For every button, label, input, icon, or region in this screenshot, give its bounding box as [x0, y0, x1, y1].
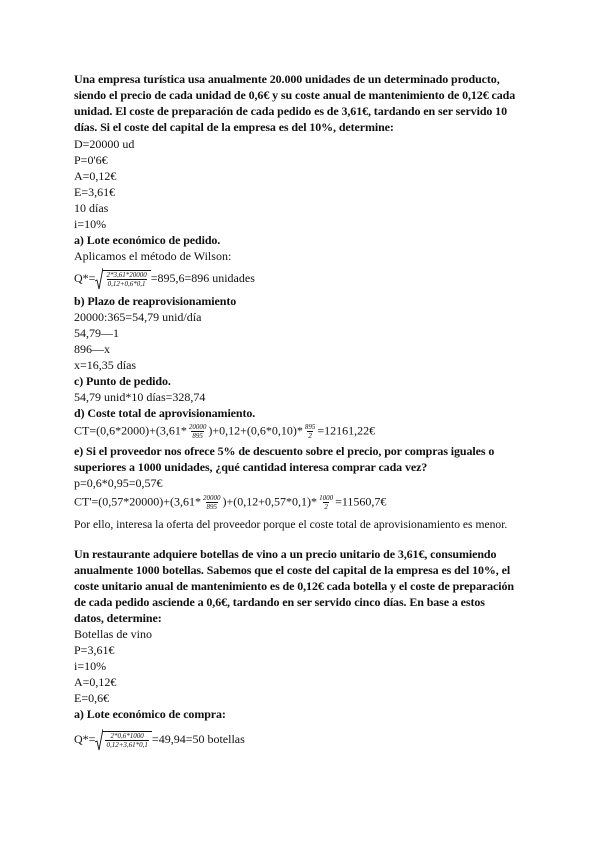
d-fraction-1-numerator: 20000 [188, 423, 207, 431]
problem1-b-line-3: 896—x [74, 342, 110, 356]
formula-lhs: Q*= [74, 270, 96, 285]
e-fraction-1-numerator: 20000 [203, 494, 221, 502]
problem2-statement-line-2: anualmente 1000 botellas. Sabemos que el coste del capital de la empresa es del 10%, el [74, 563, 511, 577]
e-fraction-2-numerator: 1000 [319, 494, 334, 502]
d-formula-result: =12161,22€ [317, 423, 376, 438]
d-fraction-2-numerator: 895 [304, 423, 316, 431]
sqrt-symbol [95, 268, 150, 290]
problem1-b-line-2: 54,79—1 [74, 326, 119, 340]
d-formula-part-2: )+0,12+(0,6*0,10)* [208, 423, 303, 438]
problem1-e-line-1: p=0,6*0,95=0,57€ [74, 476, 163, 490]
problem2-a-title: a) Lote económico de compra: [74, 707, 226, 721]
formula-numerator: 2*3,61*20000 [106, 271, 147, 279]
problem1-c-title: c) Punto de pedido. [74, 374, 171, 388]
formula-numerator: 2*0,6*1000 [110, 732, 144, 740]
problem1-d-formula [74, 423, 375, 440]
problem2-statement-line-5: datos, determine: [74, 611, 162, 625]
problem1-e-formula [74, 494, 386, 511]
problem1-b-title: b) Plazo de reaprovisionamiento [74, 294, 237, 308]
problem2-given-price: P=3,61€ [74, 643, 115, 657]
problem1-statement-line-4: días. Si el coste del capital de la empresa es del 10%, determine: [74, 120, 394, 134]
formula-result: =895,6=896 unidades [150, 270, 255, 285]
problem2-statement-line-3: coste unitario anual de mantenimiento es de 0,12€ cada botella y el coste de preparación [74, 579, 514, 593]
given-interest: i=10% [74, 217, 107, 231]
d-formula-part-1: CT=(0,6*2000)+(3,61* [74, 423, 187, 438]
problem1-e-title-line-1: e) Si el proveedor nos ofrece 5% de descuento sobre el precio, por compras iguales o [74, 444, 495, 458]
problem1-e-title-line-2: superiores a 1000 unidades, ¿qué cantidad interesa comprar cada vez? [74, 460, 428, 474]
formula-lhs: Q*= [74, 731, 96, 746]
problem2-statement-line-4: de cada pedido asciende a 0,6€, tardando en ser servido cinco días. En base a estos [74, 595, 485, 609]
problem1-a-title: a) Lote económico de pedido. [74, 233, 221, 247]
problem1-c-line: 54,79 unid*10 días=328,74 [74, 390, 206, 404]
problem2-given-holding-cost: A=0,12€ [74, 675, 117, 689]
e-formula-part-2: )+(0,12+0,57*0,1)* [222, 494, 318, 509]
problem2-given-item: Botellas de vino [74, 627, 152, 641]
given-order-cost: E=3,61€ [74, 185, 116, 199]
problem1-a-formula [74, 268, 255, 290]
problem1-a-text: Aplicamos el método de Wilson: [74, 249, 232, 263]
e-fraction-2-denominator: 2 [324, 503, 328, 511]
problem1-d-title: d) Coste total de aprovisionamiento. [74, 406, 256, 420]
formula-result: =49,94=50 botellas [151, 731, 245, 746]
e-formula-result: =11560,7€ [335, 494, 387, 509]
given-price: P=0'6€ [74, 153, 108, 167]
given-holding-cost: A=0,12€ [74, 169, 117, 183]
formula-denominator: 0,12+0,6*0,1 [107, 280, 146, 288]
d-fraction-1-denominator: 895 [192, 432, 203, 440]
given-lead-time: 10 días [74, 201, 109, 215]
problem2-a-formula [74, 729, 245, 751]
formula-denominator: 0,12+3,61*0,1 [106, 741, 148, 749]
problem2-given-order-cost: E=0,6€ [74, 691, 110, 705]
given-demand: D=20000 ud [74, 137, 135, 151]
sqrt-symbol [95, 729, 151, 751]
problem2-statement-line-1: Un restaurante adquiere botellas de vino a un precio unitario de 3,61€, consumiendo [74, 547, 497, 561]
problem2-given-interest: i=10% [74, 659, 107, 673]
problem1-statement-line-3: unidad. El coste de preparación de cada pedido es de 3,61€, tardando en ser servido 10 [74, 104, 507, 118]
problem1-b-line-1: 20000:365=54,79 unid/día [74, 310, 202, 324]
d-fraction-2-denominator: 2 [308, 432, 312, 440]
problem1-b-line-4: x=16,35 días [74, 358, 137, 372]
problem1-statement-line-1: Una empresa turística usa anualmente 20.000 unidades de un determinado producto, [74, 72, 500, 86]
problem1-conclusion: Por ello, interesa la oferta del proveedor porque el coste total de aprovisionamiento es menor. [74, 518, 508, 531]
e-formula-part-1: CT'=(0,57*20000)+(3,61* [74, 494, 202, 509]
problem1-statement-line-2: siendo el precio de cada unidad de 0,6€ y su coste anual de mantenimiento de 0,12€ cada [74, 88, 516, 102]
e-fraction-1-denominator: 895 [206, 503, 218, 511]
